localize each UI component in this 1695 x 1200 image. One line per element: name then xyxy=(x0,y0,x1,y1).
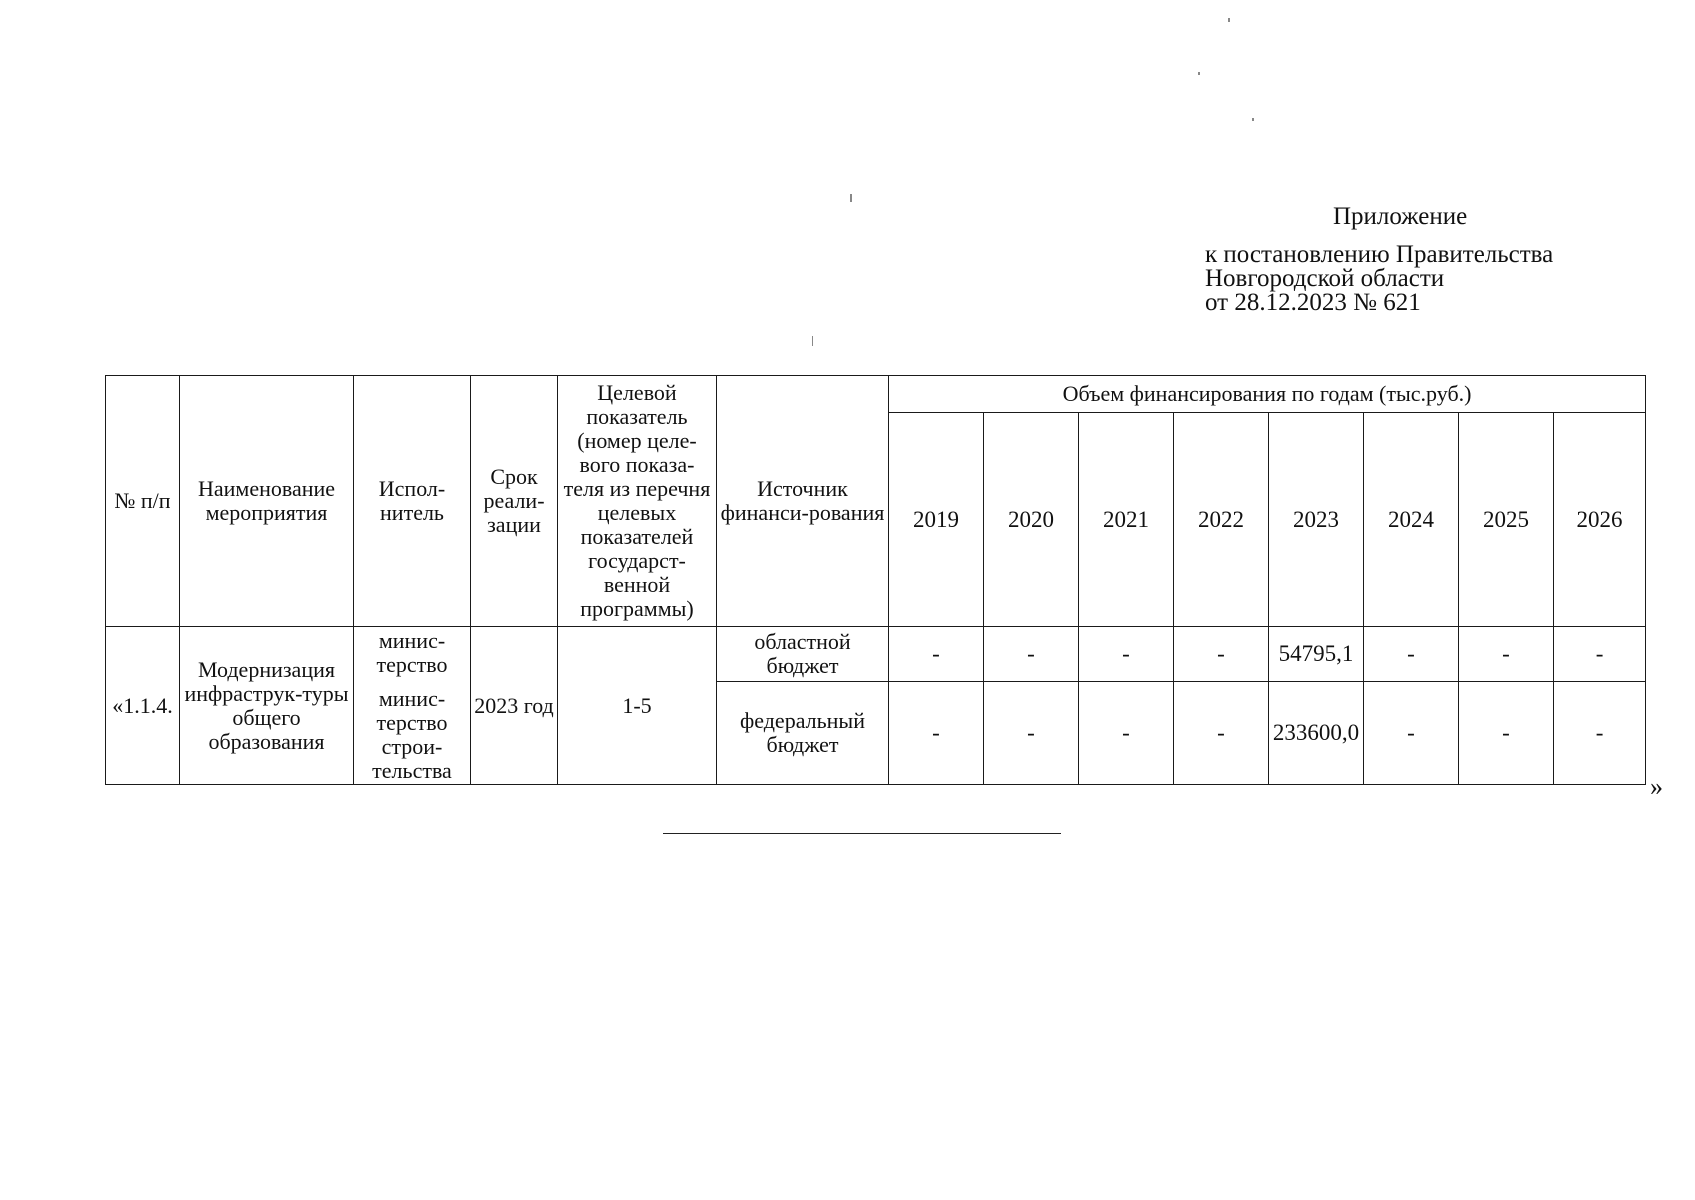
col-header-num: № п/п xyxy=(106,376,180,627)
year-header: 2026 xyxy=(1554,413,1646,627)
value-cell: - xyxy=(1079,682,1174,785)
funding-table xyxy=(105,375,1646,785)
value-cell: - xyxy=(1174,627,1269,682)
value-cell: - xyxy=(1459,682,1554,785)
appendix-title: Приложение xyxy=(1333,203,1468,230)
scan-speck xyxy=(1228,18,1230,22)
year-header: 2025 xyxy=(1459,413,1554,627)
year-header: 2019 xyxy=(889,413,984,627)
value-cell: 233600,0 xyxy=(1269,682,1364,785)
row-name: Модернизация инфраструк-туры общего образования xyxy=(180,627,354,785)
source-regional: областной бюджет xyxy=(717,627,889,682)
closing-quote: » xyxy=(1650,772,1663,801)
value-cell: - xyxy=(1459,627,1554,682)
year-header: 2022 xyxy=(1174,413,1269,627)
appendix-ref-line-1: к постановлению Правительства xyxy=(1205,241,1554,268)
row-executor-1: минис-терство xyxy=(376,627,448,677)
value-cell: - xyxy=(1554,682,1646,785)
scan-speck xyxy=(812,336,813,346)
value-cell: 54795,1 xyxy=(1269,627,1364,682)
separator-line xyxy=(663,833,1061,834)
value-cell: - xyxy=(889,627,984,682)
col-header-funding: Объем финансирования по годам (тыс.руб.) xyxy=(889,376,1646,413)
table-row xyxy=(106,627,1646,682)
row-term: 2023 год xyxy=(471,627,558,785)
year-header: 2020 xyxy=(984,413,1079,627)
value-cell: - xyxy=(1174,682,1269,785)
value-cell: - xyxy=(1364,627,1459,682)
col-header-name: Наименование мероприятия xyxy=(180,376,354,627)
scan-speck xyxy=(1198,72,1200,75)
year-header: 2021 xyxy=(1079,413,1174,627)
row-executor-2: минис-терство строи-тельства xyxy=(372,685,452,783)
value-cell: - xyxy=(1554,627,1646,682)
scan-speck xyxy=(1252,118,1254,121)
document-header xyxy=(1205,205,1675,315)
col-header-source: Источник финанси-рования xyxy=(717,376,889,627)
row-num: «1.1.4. xyxy=(106,627,180,785)
col-header-term: Срок реали-зации xyxy=(471,376,558,627)
appendix-ref-line-3: от 28.12.2023 № 621 xyxy=(1205,289,1421,316)
source-federal: федеральный бюджет xyxy=(717,682,889,785)
scan-speck xyxy=(850,194,852,202)
value-cell: - xyxy=(889,682,984,785)
col-header-executor: Испол-нитель xyxy=(354,376,471,627)
value-cell: - xyxy=(984,627,1079,682)
value-cell: - xyxy=(1079,627,1174,682)
value-cell: - xyxy=(984,682,1079,785)
row-executor xyxy=(354,627,471,785)
year-header: 2024 xyxy=(1364,413,1459,627)
year-header: 2023 xyxy=(1269,413,1364,627)
value-cell: - xyxy=(1364,682,1459,785)
row-target: 1-5 xyxy=(558,627,717,785)
col-header-target: Целевой показатель (номер целе-вого показа-теля из перечня целевых показателей государст-венной программы) xyxy=(558,376,717,627)
appendix-ref-line-2: Новгородской области xyxy=(1205,265,1445,292)
